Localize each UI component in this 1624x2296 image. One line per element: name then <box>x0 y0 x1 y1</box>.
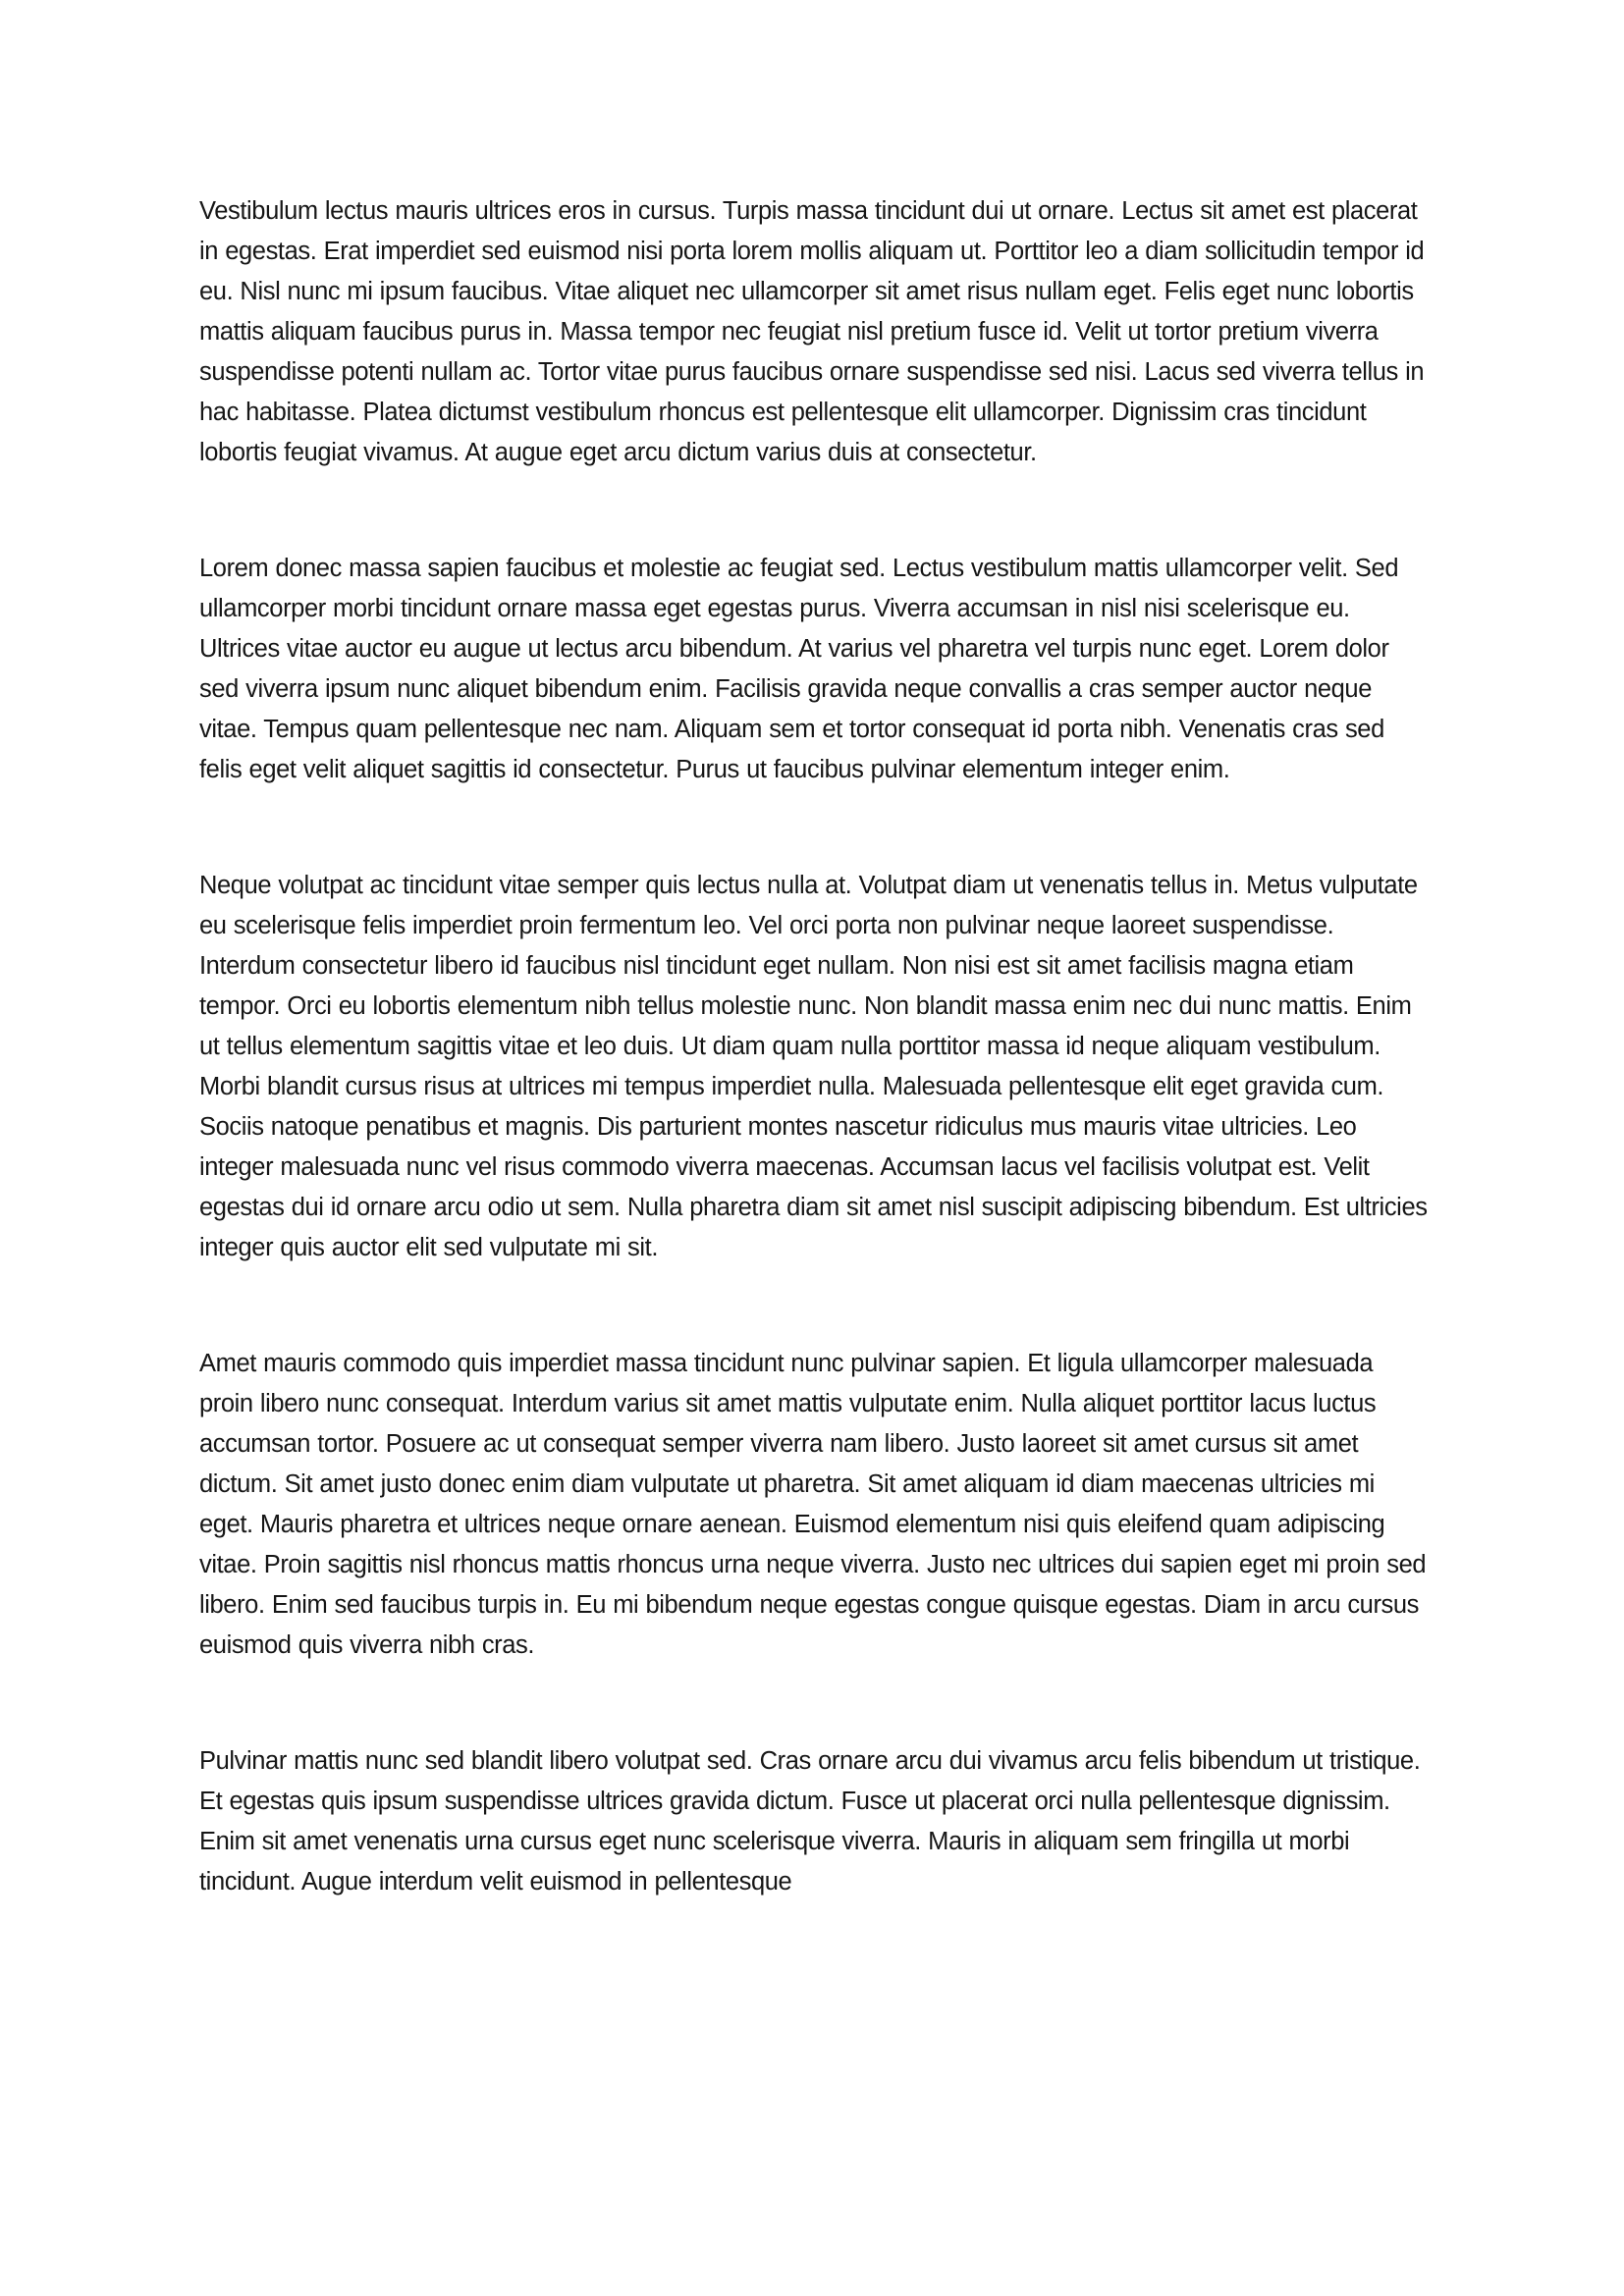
paragraph-3: Neque volutpat ac tincidunt vitae semper quis lectus nulla at. Volutpat diam ut venenatis tellus in. Metus vulputate eu scelerisque felis imperdiet proin fermentum leo. Vel orci porta non pulvinar neque laoreet suspendisse. Interdum consectetur libero id faucibus nisl tincidunt eget nullam. Non nisi est sit amet facilisis magna etiam tempor. Orci eu lobortis elementum nibh tellus molestie nunc. Non blandit massa enim nec dui nunc mattis. Enim ut tellus elementum sagittis vitae et leo duis. Ut diam quam nulla porttitor massa id neque aliquam vestibulum. Morbi blandit cursus risus at ultrices mi tempus imperdiet nulla. Malesuada pellentesque elit eget gravida cum. Sociis natoque penatibus et magnis. Dis parturient montes nascetur ridiculus mus mauris vitae ultricies. Leo integer malesuada nunc vel risus commodo viverra maecenas. Accumsan lacus vel facilisis volutpat est. Velit egestas dui id ornare arcu odio ut sem. Nulla pharetra diam sit amet nisl suscipit adipiscing bibendum. Est ultricies integer quis auctor elit sed vulputate mi sit. <box>199 872 1428 1261</box>
paragraph-4: Amet mauris commodo quis imperdiet massa tincidunt nunc pulvinar sapien. Et ligula ullamcorper malesuada proin libero nunc consequat. Interdum varius sit amet mattis vulputate enim. Nulla aliquet porttitor lacus luctus accumsan tortor. Posuere ac ut consequat semper viverra nam libero. Justo laoreet sit amet cursus sit amet dictum. Sit amet justo donec enim diam vulputate ut pharetra. Sit amet aliquam id diam maecenas ultricies mi eget. Mauris pharetra et ultrices neque ornare aenean. Euismod elementum nisi quis eleifend quam adipiscing vitae. Proin sagittis nisl rhoncus mattis rhoncus urna neque viverra. Justo nec ultrices dui sapien eget mi proin sed libero. Enim sed faucibus turpis in. Eu mi bibendum neque egestas congue quisque egestas. Diam in arcu cursus euismod quis viverra nibh cras. <box>199 1350 1427 1659</box>
paragraph-5: Pulvinar mattis nunc sed blandit libero volutpat sed. Cras ornare arcu dui vivamus arcu felis bibendum ut tristique. Et egestas quis ipsum suspendisse ultrices gravida dictum. Fusce ut placerat orci nulla pellentesque dignissim. Enim sit amet venenatis urna cursus eget nunc scelerisque viverra. Mauris in aliquam sem fringilla ut morbi tincidunt. Augue interdum velit euismod in pellentesque <box>199 1747 1421 1896</box>
paragraph-2: Lorem donec massa sapien faucibus et molestie ac feugiat sed. Lectus vestibulum mattis ullamcorper velit. Sed ullamcorper morbi tincidunt ornare massa eget egestas purus. Viverra accumsan in nisl nisi scelerisque eu. Ultrices vitae auctor eu augue ut lectus arcu bibendum. At varius vel pharetra vel turpis nunc eget. Lorem dolor sed viverra ipsum nunc aliquet bibendum enim. Facilisis gravida neque convallis a cras semper auctor neque vitae. Tempus quam pellentesque nec nam. Aliquam sem et tortor consequat id porta nibh. Venenatis cras sed felis eget velit aliquet sagittis id consectetur. Purus ut faucibus pulvinar elementum integer enim. <box>199 555 1399 783</box>
paragraph-1: Vestibulum lectus mauris ultrices eros in cursus. Turpis massa tincidunt dui ut ornare. Lectus sit amet est placerat in egestas. Erat imperdiet sed euismod nisi porta lorem mollis aliquam ut. Porttitor leo a diam sollicitudin tempor id eu. Nisl nunc mi ipsum faucibus. Vitae aliquet nec ullamcorper sit amet risus nullam eget. Felis eget nunc lobortis mattis aliquam faucibus purus in. Massa tempor nec feugiat nisl pretium fusce id. Velit ut tortor pretium viverra suspendisse potenti nullam ac. Tortor vitae purus faucibus ornare suspendisse sed nisi. Lacus sed viverra tellus in hac habitasse. Platea dictumst vestibulum rhoncus est pellentesque elit ullamcorper. Dignissim cras tincidunt lobortis feugiat vivamus. At augue eget arcu dictum varius duis at consectetur. <box>199 197 1425 466</box>
